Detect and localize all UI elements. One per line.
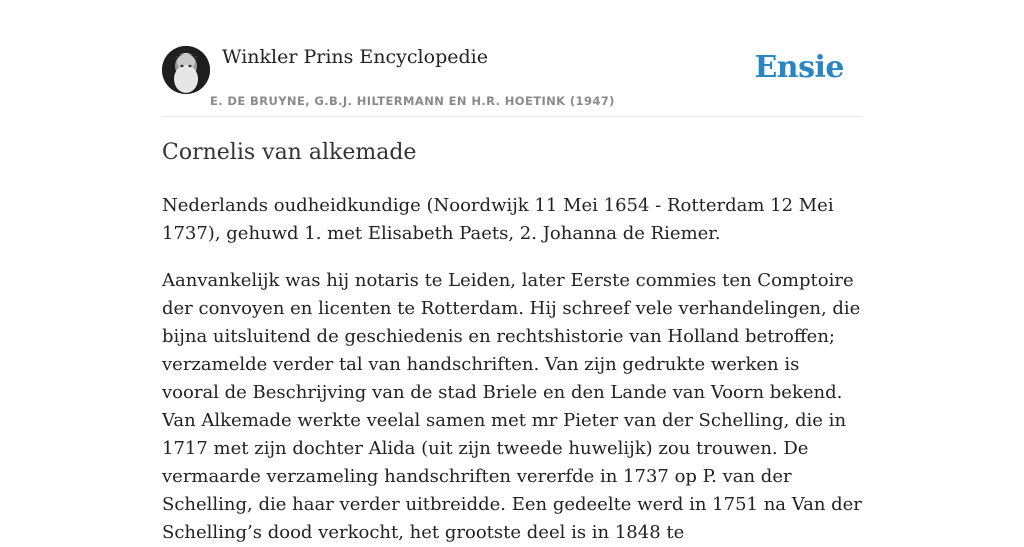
authors-credit: E. DE BRUYNE, G.B.J. HILTERMANN EN H.R. HOETINK (1947) <box>210 94 615 108</box>
article-title: Cornelis van alkemade <box>162 140 417 165</box>
site-title[interactable]: Winkler Prins Encyclopedie <box>222 46 488 68</box>
ensie-logo[interactable]: Ensie <box>754 50 844 85</box>
portrait-image <box>162 46 210 94</box>
article-paragraph: Aanvankelijk was hij notaris te Leiden, later Eerste commies ten Comptoire der convoyen en licenten te Rotterdam. Hij schreef vele verhandelingen, die bijna uitsluitend de geschiedenis en rechtshistorie van Holland betroffen; verzamelde verder tal van handschriften. Van zijn gedrukte werken is vooral de Beschrijving van de stad Briele en den Lande van Voorn bekend. Van Alkemade werkte veelal samen met mr Pieter van der Schelling, die in 1717 met zijn dochter Alida (uit zijn tweede huwelijk) zou trouwen. De vermaarde verzameling handschriften vererfde in 1737 op P. van der Schelling, die haar verder uitbreidde. Een gedeelte werd in 1751 na Van der Schelling’s dood verkocht, het grootste deel is in 1848 te <box>162 270 862 543</box>
article-paragraph: Nederlands oudheidkundige (Noordwijk 11 Mei 1654 - Rotterdam 12 Mei 1737), gehuwd 1. met Elisabeth Paets, 2. Johanna de Riemer. <box>162 195 834 244</box>
author-avatar[interactable] <box>162 46 210 94</box>
page-container <box>162 0 862 543</box>
site-header <box>162 0 862 117</box>
